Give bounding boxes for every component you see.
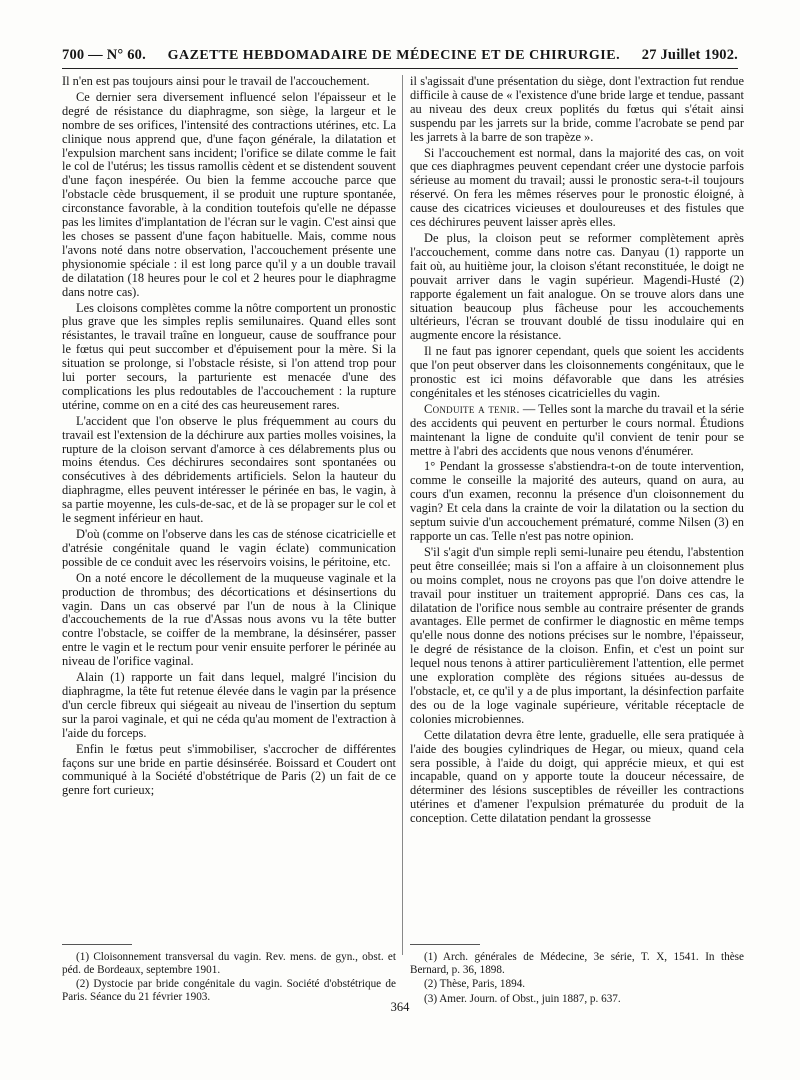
paragraph: Ce dernier sera diversement influencé selon l'épaisseur et le degré de résistance du diaphragme, son siège, la largeur et le nombre de ses orifices, l'intensité des contractions utérines, etc. La clinique nous apprend que, d'une façon générale, la dilatation et l'expulsion marchent sans incident; l'orifice se dilate comme le fait le col de l'utérus; les tissus ramollis cèdent et se distendent souvent d'une façon inespérée. Ou bien la femme accouche parce que l'obstacle cède brusquement, il se produit une rupture spontanée, circonstance favorable, à la condition toutefois qu'elle ne dépasse pas les limites d'implantation de l'écran sur le vagin. C'est ainsi que les choses se passent d'une façon habituelle. Mais, comme nous l'avons noté dans notre observation, l'accouchement présente une physionomie spéciale : il est long parce qu'il y a un double travail de dilatation (18 heures pour le col et 2 heures pour le diaphragme dans notre cas).	[62, 89, 396, 299]
section-text: — Telles sont la marche du travail et la série des accidents qui peuvent en perturber le cours normal. Étudions maintenant la ligne de conduite qu'il convient de tenir pour se mettre à l'abri des accidents que nous venons d'énumérer.	[410, 401, 744, 458]
journal-title: GAZETTE HEBDOMADAIRE DE MÉDECINE ET DE CHIRURGIE.	[167, 48, 621, 63]
paragraph: Si l'accouchement est normal, dans la majorité des cas, on voit que ces diaphragmes peuvent cependant créer une dystocie parfois sérieuse au moment du travail; aussi le pronostic sera-t-il toujours réservé. On fera les mêmes réserves pour le pronostic éloigné, à cause des cicatrices vicieuses et douloureuses et des fistules que ces déchirures peuvent laisser après elles.	[410, 145, 744, 230]
footnotes-right	[410, 944, 744, 1007]
footnote: (3) Amer. Journ. of Obst., juin 1887, p. 637.	[424, 992, 621, 1005]
page-number: 700 — N° 60.	[62, 47, 146, 63]
footnote: (1) Arch. générales de Médecine, 3e série, T. X, 1541. In thèse Bernard, p. 36, 1898.	[410, 951, 744, 976]
left-column	[62, 75, 396, 800]
paragraph: S'il s'agit d'un simple repli semi-lunaire peu étendu, l'abstention peut être conseillée; mais si l'on a affaire à un cloisonnement plus ou moins complet, nous ne croyons pas que l'on doive attendre le travail pour instituer un traitement approprié. Dans ces cas, la dilatation de l'orifice nous semble au contraire présenter de grands avantages. Elle permet de confirmer le diagnostic en même temps qu'elle nous donne des notions précises sur le nombre, l'épaisseur, le degré de résistance de la cloison. Enfin, et c'est un point sur lequel nous tenons à attirer particulièrement l'attention, elle permet une exploration complète des régions situées au-dessus de l'obstacle, et, ce qu'il y a de plus important, la désinfection parfaite des ou de la loge vaginale supérieure, véritable réceptacle de colonies microbiennes.	[410, 544, 744, 726]
footnote: (1) Cloisonnement transversal du vagin. Rev. mens. de gyn., obst. et péd. de Bordeaux, septembre 1901.	[62, 951, 396, 976]
paragraph: Il ne faut pas ignorer cependant, quels que soient les accidents que l'on peut observer dans les cloisonnements congénitaux, que le pronostic est ici moins défavorable que dans les atrésies congénitales et les sténoses cicatricielles du vagin.	[410, 344, 744, 400]
section-paragraph	[410, 403, 744, 459]
right-column	[410, 75, 744, 828]
footnotes-left	[62, 944, 396, 1005]
paragraph: il s'agissait d'une présentation du siège, dont l'extraction fut rendue difficile à cause de « l'existence d'une bride large et tendue, passant au niveau des deux creux poplités du fœtus qui s'était ainsi suspendu par les jarrets sur la bride, comme l'acrobate se pend par les jarrets à la barre de son trapèze ».	[410, 74, 744, 144]
running-header	[62, 30, 738, 64]
paragraph: De plus, la cloison peut se reformer complètement après l'accouchement, comme dans notre cas. Danyau (1) rapporte un fait où, au huitième jour, la cloison s'étant reconstituée, le doigt ne pouvait arriver dans le vagin supérieur. Magendi-Husté (2) rapporte également un fait analogue. On se trouve alors dans une situation beaucoup plus fâcheuse pour les accouchements ultérieurs, l'écran se trouvant doublé de tissu inodulaire qui en augmente encore la résistance.	[410, 230, 744, 343]
section-heading: Conduite a tenir.	[424, 401, 520, 416]
paragraph: Enfin le fœtus peut s'immobiliser, s'accrocher de différentes façons sur une bride en partie désinsérée. Boissard et Coudert ont communiqué à la Société d'obstétrique de Paris (2) un fait de ce genre fort curieux;	[62, 741, 396, 798]
paragraph: Il n'en est pas toujours ainsi pour le travail de l'accouchement.	[62, 74, 370, 88]
paragraph: Cette dilatation devra être lente, graduelle, elle sera pratiquée à l'aide des bougies cylindriques de Hegar, ou mieux, quand cela sera possible, à l'aide du doigt, qui apprécie mieux, et qui est incapable, quand on y apporte toute la douceur nécessaire, de déterminer des lésions susceptibles de réveiller les contractions utérines et d'amener l'expulsion prématurée du produit de la conception. Cette dilatation pendant la grossesse	[410, 727, 744, 826]
issue-date: 27 Juillet 1902.	[641, 47, 738, 63]
paragraph: D'où (comme on l'observe dans les cas de sténose cicatricielle et d'atrésie congénitale quand le vagin éclate) communication possible de ce conduit avec les réservoirs voisins, le péritoine, etc.	[62, 527, 396, 569]
paragraph: Alain (1) rapporte un fait dans lequel, malgré l'incision du diaphragme, la tête fut retenue élevée dans le vagin par la présence d'un cercle fibreux qui siégeait au niveau de l'insertion du septum sur la paroi vaginale, et qui ne céda qu'au moment de l'extraction à l'aide du forceps.	[62, 670, 396, 740]
header-rule	[62, 68, 738, 69]
folio-number: 364	[390, 1000, 410, 1014]
footnote-rule	[410, 944, 480, 945]
column-divider	[402, 75, 403, 955]
paragraph: L'accident que l'on observe le plus fréquemment au cours du travail est l'extension de la déchirure aux parties molles voisines, la rupture de la cloison servant d'amorce à ces délabrements plus ou moins étendus. Ces déchirures secondaires sont spontanées ou consécutives à des débridements artificiels. Selon la hauteur du diaphragme, elles peuvent intéresser le périnée en bas, le vagin, à sa partie moyenne, les culs-de-sac, et de là se propager sur le col et le segment inférieur en haut.	[62, 413, 396, 526]
footnote-rule	[62, 944, 132, 945]
footnote: (2) Dystocie par bride congénitale du vagin. Société d'obstétrique de Paris. Séance du 21 février 1903.	[62, 978, 396, 1003]
paragraph: 1° Pendant la grossesse s'abstiendra-t-on de toute intervention, comme le conseille la majorité des auteurs, quand on aura, au cours d'un examen, reconnu la présence d'un cloisonnement du vagin? Et cela dans la crainte de voir la dilatation ou la section du septum suivie d'un accouchement prématuré, comme Nilsen (3) en rapporte un cas. Telle n'est pas notre opinion.	[410, 459, 744, 543]
footnote: (2) Thèse, Paris, 1894.	[424, 978, 526, 991]
paragraph: On a noté encore le décollement de la muqueuse vaginale et la production de thrombus; des décortications et désinsertions du vagin. Dans un cas observé par l'un de nous à la Clinique d'accouchements de la rue d'Assas nous avons vu la tête butter contre l'obstacle, se coiffer de la membrane, la désinsérer, passer entre le vagin et le rectum pour venir ensuite perforer le périnée au niveau de l'orifice vaginal.	[62, 570, 396, 669]
paragraph: Les cloisons complètes comme la nôtre comportent un pronostic plus grave que les simples replis semilunaires. Quand elles sont résistantes, le travail traîne en longueur, cause de souffrance pour le fœtus qui peut succomber et d'épuisement pour la mère. Si la situation se prolonge, si l'obstacle résiste, si l'on attend trop pour lui porter secours, la parturiente est menacée d'une des complications les plus redoutables de l'accouchement : la rupture utérine, comme on en a cité des cas heureusement rares.	[62, 300, 396, 412]
